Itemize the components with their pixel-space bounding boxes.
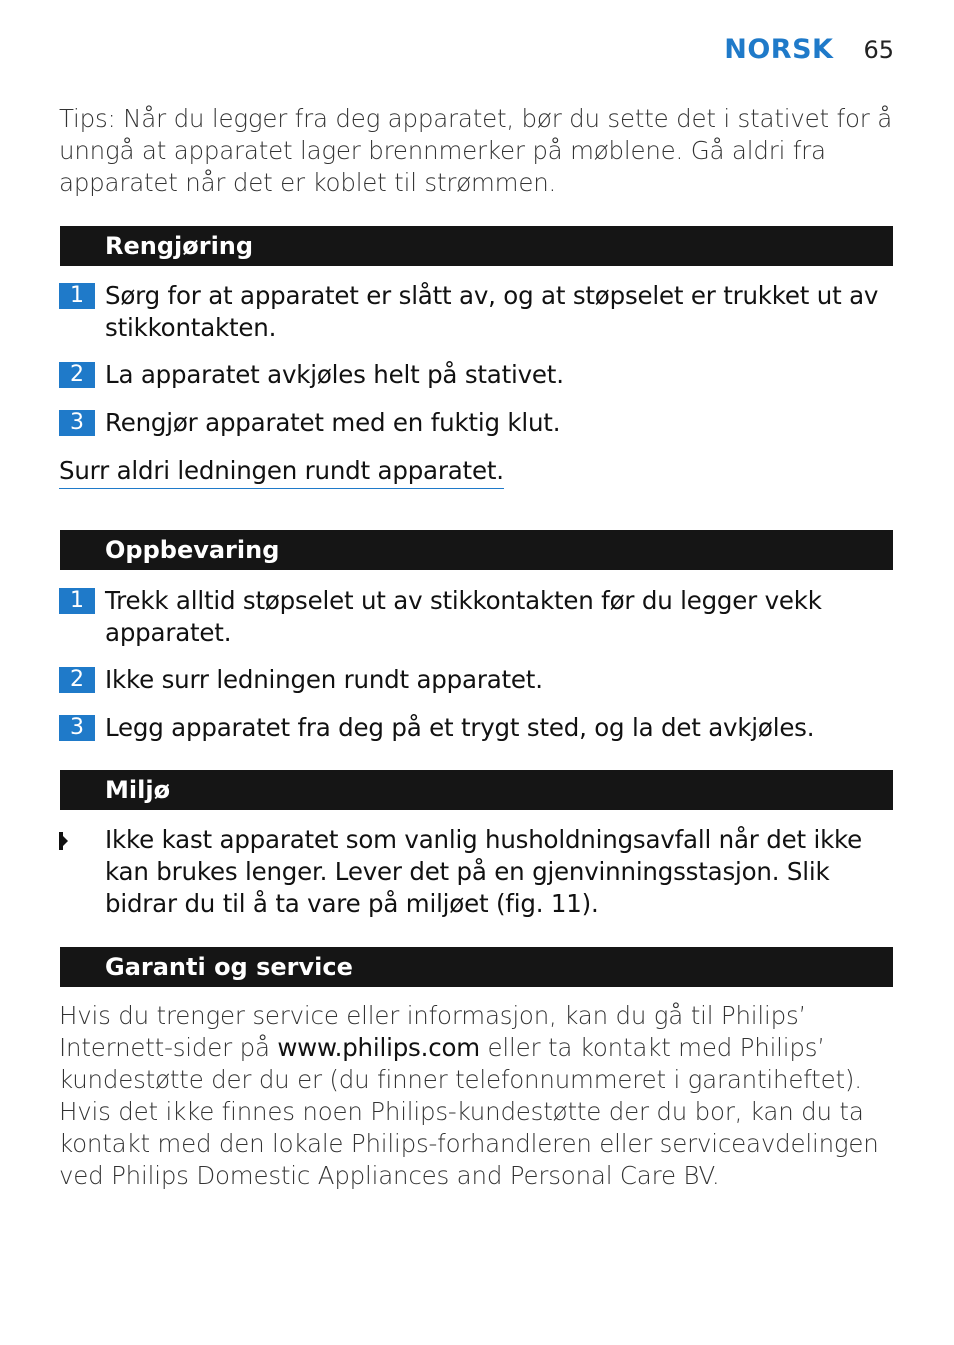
section-title: Rengjøring	[105, 232, 254, 260]
section-title: Garanti og service	[105, 953, 353, 981]
tips-paragraph: Tips: Når du legger fra deg apparatet, bør du sette det i stativet for å unngå at apparatet lager brennmerker på møblene. Gå aldri fra apparatet når det er koblet til strømmen.	[59, 104, 893, 197]
section-title: Miljø	[105, 776, 171, 804]
step-text: Trekk alltid støpselet ut av stikkontakten før du legger vekk apparatet.	[105, 586, 822, 647]
step-text: Legg apparatet fra deg på et trygt sted, og la det avkjøles.	[105, 713, 815, 742]
warranty-text-after: eller ta kontakt med Philips’ kundestøtte der du er (du finner telefonnummeret i garantiheftet). Hvis det ikke finnes noen Philips-kundestøtte der du bor, kan du ta kontakt med den lokale Philips-forhandleren eller serviceavdelingen ved Philips Domestic Appliances and Personal Care BV.	[59, 1033, 879, 1190]
page-header	[724, 34, 894, 65]
section-header-cleaning	[60, 226, 893, 266]
page-number: 65	[863, 36, 894, 64]
section-header-warranty	[60, 947, 893, 987]
bullet-arrow-icon	[59, 832, 68, 850]
step-number-badge: 3	[59, 715, 95, 741]
section-header-storage	[60, 530, 893, 570]
step-number-badge: 2	[59, 667, 95, 693]
step-number-badge: 2	[59, 362, 95, 388]
step-text: Sørg for at apparatet er slått av, og at støpselet er trukket ut av stikkontakten.	[105, 281, 879, 342]
step-text: La apparatet avkjøles helt på stativet.	[105, 360, 564, 389]
step-text: Ikke surr ledningen rundt apparatet.	[105, 665, 543, 694]
website-link[interactable]: www.philips.com	[277, 1033, 480, 1062]
step-number-badge: 1	[59, 588, 95, 614]
warranty-text-before: Hvis du trenger service eller informasjon, kan du gå til Philips’ Internett-sider på	[59, 1001, 807, 1062]
step-text: Rengjør apparatet med en fuktig klut.	[105, 408, 561, 437]
section-title: Oppbevaring	[105, 536, 280, 564]
warning-note: Surr aldri ledningen rundt apparatet.	[59, 455, 504, 489]
warranty-paragraph	[59, 1000, 899, 1192]
step-number-badge: 3	[59, 410, 95, 436]
section-header-environment	[60, 770, 893, 810]
bullet-text: Ikke kast apparatet som vanlig husholdningsavfall når det ikke kan brukes lenger. Lever det på en gjenvinningsstasjon. Slik bidrar du til å ta vare på miljøet (fig. 11).	[105, 825, 863, 918]
step-number-badge: 1	[59, 283, 95, 309]
language-label: NORSK	[724, 34, 834, 65]
